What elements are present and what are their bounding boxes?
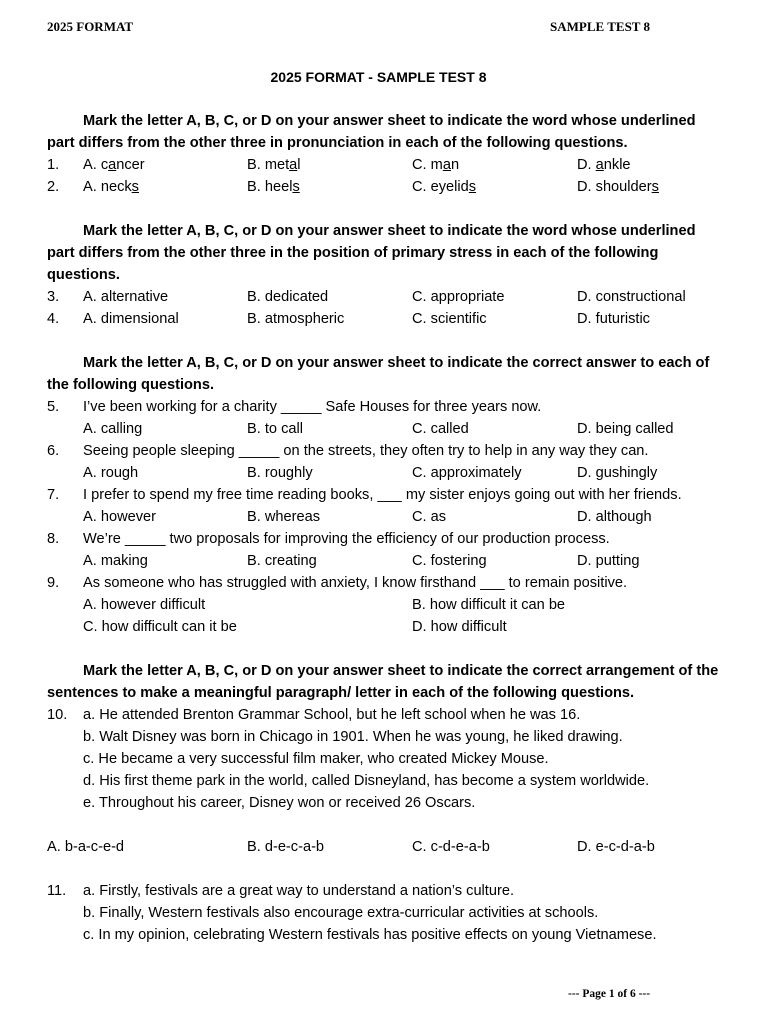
question-9 xyxy=(47,572,722,594)
question-5 xyxy=(47,396,722,418)
question-number: 5. xyxy=(47,399,60,415)
option-c: C. called xyxy=(412,421,469,437)
option-b: B. whereas xyxy=(247,509,321,525)
option-b: B. atmospheric xyxy=(247,311,345,327)
option-c: C. as xyxy=(412,509,447,525)
sentence-a: a. He attended Brenton Grammar School, but he left school when he was 16. xyxy=(83,707,581,723)
option-d: D. being called xyxy=(577,421,674,437)
section4-instruction: Mark the letter A, B, C, or D on your answer sheet to indicate the correct arrangement of the sentences to make a meaningful paragraph/ letter in each of the following questions. xyxy=(47,663,719,701)
question-stem: I prefer to spend my free time reading books, ___ my sister enjoys going out with her friends. xyxy=(83,487,682,503)
question-7 xyxy=(47,484,722,506)
option-d: D. putting xyxy=(577,553,640,569)
option-d: D. constructional xyxy=(577,289,686,305)
sentence-c: c. He became a very successful film maker, who created Mickey Mouse. xyxy=(83,751,549,767)
question-11 xyxy=(47,880,722,902)
option-b: B. roughly xyxy=(247,465,313,481)
option-c: C. eyelids xyxy=(412,179,477,195)
option-c: C. c-d-e-a-b xyxy=(412,839,490,855)
option-c: C. scientific xyxy=(412,311,487,327)
question-number: 7. xyxy=(47,487,60,503)
option-b: B. creating xyxy=(247,553,317,569)
question-10-line xyxy=(47,770,722,792)
question-11-line xyxy=(47,902,722,924)
question-8-options xyxy=(47,550,722,572)
option-c: C. man xyxy=(412,157,460,173)
option-b: B. heels xyxy=(247,179,300,195)
question-stem: Seeing people sleeping _____ on the streets, they often try to help in any way they can. xyxy=(83,443,649,459)
question-7-options xyxy=(47,506,722,528)
option-b: B. d-e-c-a-b xyxy=(247,839,325,855)
option-c: C. appropriate xyxy=(412,289,505,305)
option-a: A. alternative xyxy=(83,289,169,305)
header-format: 2025 FORMAT xyxy=(47,19,134,34)
question-1 xyxy=(47,154,722,176)
option-a: A. calling xyxy=(83,421,143,437)
option-d: D. e-c-d-a-b xyxy=(577,839,655,855)
question-6-options xyxy=(47,462,722,484)
option-b: B. to call xyxy=(247,421,303,437)
question-number: 3. xyxy=(47,289,60,305)
option-a: A. rough xyxy=(83,465,139,481)
option-d: D. gushingly xyxy=(577,465,658,481)
section3-instruction: Mark the letter A, B, C, or D on your answer sheet to indicate the correct answer to each of the following questions. xyxy=(47,355,710,393)
question-number: 6. xyxy=(47,443,60,459)
question-number: 1. xyxy=(47,157,60,173)
question-number: 8. xyxy=(47,531,60,547)
option-a: A. making xyxy=(83,553,148,569)
sentence-e: e. Throughout his career, Disney won or received 26 Oscars. xyxy=(83,795,476,811)
option-c: C. how difficult can it be xyxy=(83,619,237,635)
question-10-line xyxy=(47,726,722,748)
option-a: A. necks xyxy=(83,179,139,195)
question-4 xyxy=(47,308,722,330)
question-10-options xyxy=(47,836,722,858)
header-test: SAMPLE TEST 8 xyxy=(550,19,650,34)
option-b: B. metal xyxy=(247,157,301,173)
option-d: D. ankle xyxy=(577,157,631,173)
question-number: 4. xyxy=(47,311,60,327)
option-b: B. how difficult it can be xyxy=(412,597,566,613)
option-d: D. although xyxy=(577,509,652,525)
question-5-options xyxy=(47,418,722,440)
question-9-options-cd xyxy=(47,616,722,638)
question-number: 2. xyxy=(47,179,60,195)
sentence-a: a. Firstly, festivals are a great way to understand a nation’s culture. xyxy=(83,883,514,899)
option-d: D. how difficult xyxy=(412,619,507,635)
section2-instruction: Mark the letter A, B, C, or D on your answer sheet to indicate the word whose underlined part differs from the other three in the position of primary stress in each of the following questions. xyxy=(47,223,696,283)
sentence-b: b. Finally, Western festivals also encourage extra-curricular activities at schools. xyxy=(83,905,599,921)
sentence-c: c. In my opinion, celebrating Western festivals has positive effects on young Vietnamese. xyxy=(83,927,657,943)
document-body xyxy=(47,66,722,946)
option-c: C. fostering xyxy=(412,553,487,569)
question-10-line xyxy=(47,748,722,770)
section1-instruction: Mark the letter A, B, C, or D on your answer sheet to indicate the word whose underlined part differs from the other three in pronunciation in each of the following questions. xyxy=(47,113,696,151)
page-footer: --- Page 1 of 6 --- xyxy=(568,988,651,1000)
question-number: 11. xyxy=(47,883,67,899)
question-2 xyxy=(47,176,722,198)
option-d: D. shoulders xyxy=(577,179,659,195)
sentence-b: b. Walt Disney was born in Chicago in 1901. When he was young, he liked drawing. xyxy=(83,729,623,745)
option-a: A. cancer xyxy=(83,157,145,173)
question-stem: I’ve been working for a charity _____ Safe Houses for three years now. xyxy=(83,399,542,415)
option-a: A. however xyxy=(83,509,157,525)
question-number: 10. xyxy=(47,707,68,723)
option-a: A. b-a-c-e-d xyxy=(47,839,125,855)
question-11-line xyxy=(47,924,722,946)
option-a: A. dimensional xyxy=(83,311,179,327)
option-b: B. dedicated xyxy=(247,289,329,305)
question-9-options-ab xyxy=(47,594,722,616)
question-10-line xyxy=(47,792,722,814)
option-c: C. approximately xyxy=(412,465,522,481)
document-title: 2025 FORMAT - SAMPLE TEST 8 xyxy=(270,69,487,85)
question-10 xyxy=(47,704,722,726)
question-number: 9. xyxy=(47,575,60,591)
option-a: A. however difficult xyxy=(83,597,206,613)
question-stem: As someone who has struggled with anxiety, I know firsthand ___ to remain positive. xyxy=(83,575,628,591)
sentence-d: d. His first theme park in the world, called Disneyland, has become a system worldwide. xyxy=(83,773,650,789)
option-d: D. futuristic xyxy=(577,311,650,327)
question-6 xyxy=(47,440,722,462)
question-stem: We’re _____ two proposals for improving the efficiency of our production process. xyxy=(83,531,610,547)
question-8 xyxy=(47,528,722,550)
question-3 xyxy=(47,286,722,308)
